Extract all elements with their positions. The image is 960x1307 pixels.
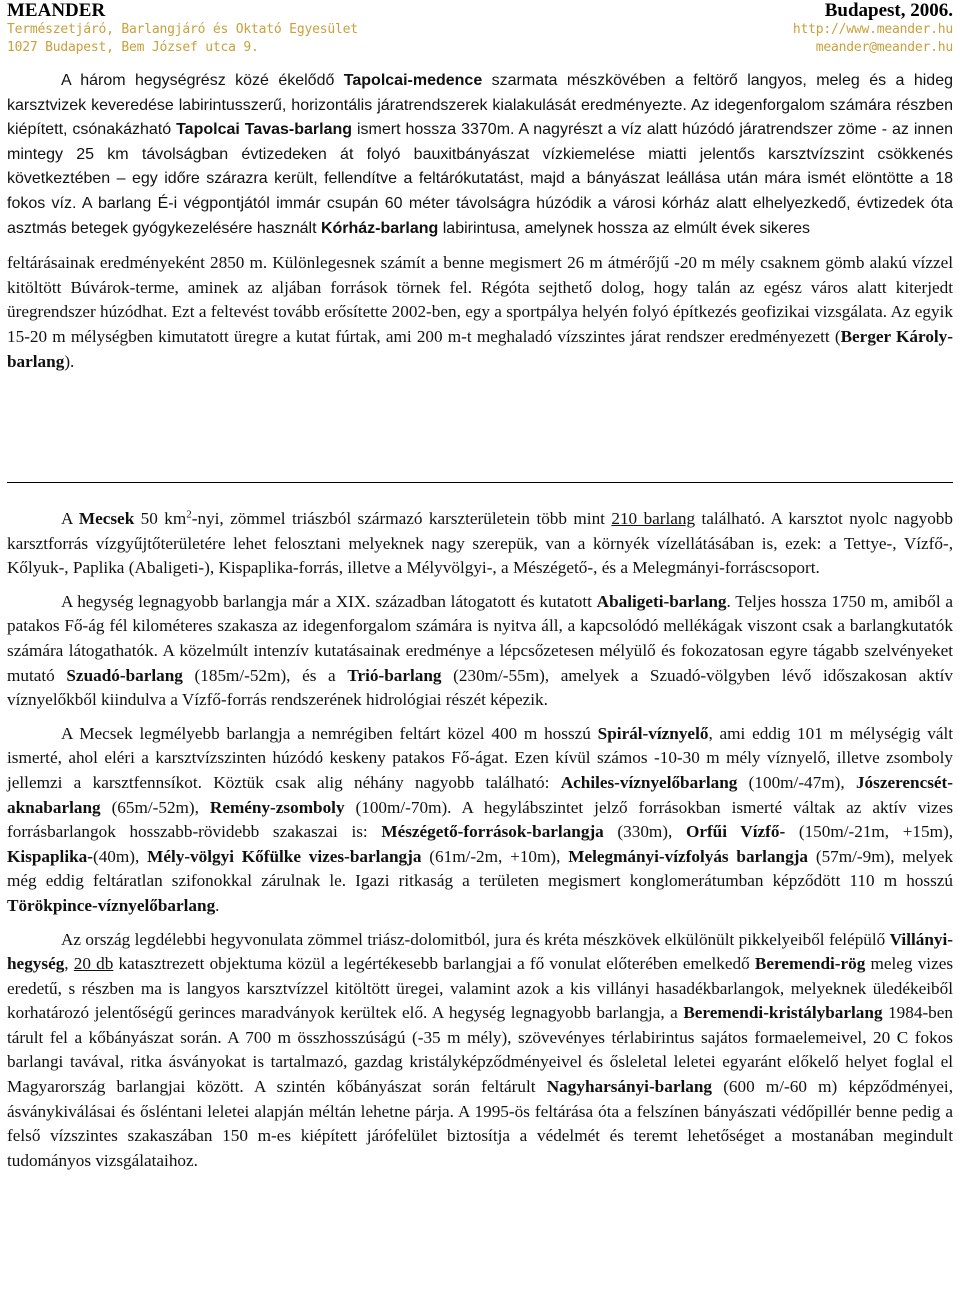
term: Achiles-víznyelőbarlang — [560, 772, 738, 792]
mecsek-villany-section — [7, 507, 953, 1173]
paragraph-spiral-viznyelo — [7, 722, 953, 919]
org-address: 1027 Budapest, Bem József utca 9. — [7, 39, 259, 55]
text: , — [64, 954, 74, 974]
website-link[interactable]: http://www.meander.hu — [792, 22, 953, 37]
text: (40m), — [92, 846, 148, 866]
term-korhaz-barlang: Kórház-barlang — [320, 219, 439, 237]
term-villanyi-hegyseg: Villányi-hegység — [7, 929, 953, 974]
superscript: 2 — [186, 508, 192, 521]
text: (61m/-2m, +10m), — [421, 846, 569, 866]
text: található. A karsztot nyolc nagyobb karsztforrás vízgyűjtőterületére lehet felosztani melyeknek nagy szerepük, van a környék vízellátásában is, ezek: a Tettye-, Vízfő-, Kőlyuk-, Paplika (Abaligeti-), Kispaplika-forrás, illetve a Mélyvölgyi-, a Mészégető-, és a Melegmányi-forráscsoport. — [7, 509, 953, 578]
text: ismert hossza 3370m. A nagyrészt a víz alatt húzódó járatrendszer zöme - az innen mintegy 25 km távolságban évtizedeken át folyó bauxitbányászat vízkiemelése miatti jelentős karsztvízszint csökkenés következtében – egy időre szárazra került, fellendítve a feltárókutatást, majd a bányászat leállása után mára ismét elöntötte a 18 fokos víz. A barlang É-i végpontjától immár csupán 60 méter távolságra húzódik a városi kórház alatt elhelyezkedő, évtizedek óta asztmás betegek gyógykezelésére használt — [7, 121, 953, 237]
term: Törökpince-víznyelőbarlang — [7, 895, 216, 915]
text: (100m/-70m). A hegylábszintet jelző forrásokban ismerté váltak az aktív vizes forrásbarlangok hosszabb-rövidebb szakaszai is: — [7, 797, 954, 842]
text: . — [215, 895, 220, 915]
underlined-count: 20 db — [73, 954, 114, 974]
tapolca-section — [7, 69, 953, 374]
letterhead-left — [7, 0, 358, 56]
term: Orfűi Vízfő- — [685, 822, 786, 842]
text: meleg vizes eredetű, s részben ma is langyos karsztvízzel kitöltött üregei, valamint azok a kis villányi hasadékbarlangok, melyeknek üledékeiből korhatározó jelentőségű gerinces maradványok kerültek elő. A hegység legnagyobb barlangja, a — [7, 954, 954, 1023]
paragraph-abaliget — [7, 590, 953, 713]
text: . Teljes hossza 1750 m, amiből a patakos Fő-ág fél kilométeres szakasza az idegenforgalom számára is nyitva áll, a kapcsolódó mellékágak viszont csak a barlangkutatók számára látogathatók. A közelmúlt intenzív kutatásainak eredménye a lépcsőzetesen mélyülő és fokozatosan egyre tágabb szelvényeket mutató — [7, 591, 954, 685]
term: Spirál-víznyelő — [597, 723, 709, 743]
text: A három hegységrész közé ékelődő — [61, 72, 344, 89]
text: A hegység legnagyobb barlangja már a XIX. században látogatott és kutatott — [61, 591, 597, 611]
letterhead — [7, 0, 953, 60]
org-name: MEANDER — [7, 0, 106, 21]
text: 1984-ben tárult fel a kőbányászat során. A 700 m összhosszúságú (-35 m mély), szövevényes térlabirintus sajátos formaelemeivel, 20 C fokos barlangi tavával, ritka ásványokat is tartalmazó, gazdag kristályképződményeivel és ősleletal leletei egyaránt előkelő helyet foglal el Magyarország barlangjai között. A szintén kőbányászat során feltárult — [7, 1003, 953, 1097]
text: Az ország legdélebbi hegyvonulata zömmel triász-dolomitból, jura és kréta mészkövek elkülönült pikkelyeiből felépülő — [61, 929, 890, 949]
text: feltárásainak eredményeként 2850 m. Különlegesnek számít a benne megismert 26 m átmérőjű -20 m mély csaknem gömb alakú vízzel kitöltött Búvárok-terme, aminek az aljában források törnek fel. Régóta sejthető dolog, hogy talán az egész város alatt kiterjedt üregrendszer húzódhat. Ezt a feltevést tovább erősítette 2002-ben, egy a sportpálya helyén folyó építkezés geofizikai vizsgálata. Az egyik 15-20 m mélységben kimutatott üregre a kutat fúrtak, ami 200 m-t meghaladó vízszintes járat rendszer eredményezett ( — [7, 253, 953, 346]
text: (150m/-21m, +15m), — [785, 822, 953, 842]
org-subtitle: Természetjáró, Barlangjáró és Oktató Egyesület — [7, 22, 358, 37]
text: ). — [64, 351, 75, 371]
text: A — [61, 509, 79, 528]
term: Melegmányi-vízfolyás barlangja — [568, 846, 809, 866]
text: (100m/-47m), — [737, 772, 856, 792]
term-trio-barlang: Trió-barlang — [347, 665, 442, 685]
term-berger-karoly-barlang: Berger Károly-barlang — [7, 326, 954, 371]
term-szuado-barlang: Szuadó-barlang — [66, 665, 183, 685]
term: Mészégető-források-barlangja — [381, 822, 604, 842]
text: (57m/-9m), melyek még eddig feltáratlan szifonokkal zárulnak le. Igazi ritkaság a területen megismert konglomerátumban képződött 110 m hosszú — [7, 846, 954, 891]
term-abaligeti-barlang: Abaligeti-barlang — [596, 591, 727, 611]
text: (185m/-52m), és a — [182, 665, 348, 685]
text: , ami eddig 101 m mélységig vált ismerté, ahol eléri a karsztvízszinten húzódó keskeny patakos Fő-ágat. Ezen kívül számos -10-30 m mély víznyelő, illetve zsomboly jellemzi a karsztfennsíkot. Köztük csak alig néhány nagyobb található: — [7, 723, 953, 792]
text: 50 km — [134, 509, 187, 528]
term: Mély-völgyi Kőfülke vizes-barlangja — [147, 846, 422, 866]
text: labirintusa, amelynek hossza az elmúlt évek sikeres — [438, 219, 811, 237]
term: Jószerencsét-aknabarlang — [7, 772, 953, 817]
term-tapolcai-medence: Tapolcai-medence — [343, 72, 483, 89]
email-link[interactable]: meander@meander.hu — [815, 39, 953, 55]
text: (230m/-55m), amelyek a Szuadó-völgyben lévő időszakosan aktív víznyelőkből kiindulva a Vízfő-forrás rendszerének hidrológiai részét képezik. — [7, 665, 953, 710]
paragraph-tapolca — [7, 69, 953, 241]
term-beremendi-kristalybarlang: Beremendi-kristálybarlang — [683, 1003, 883, 1023]
text: -nyi, zömmel triászból származó karszterületein több mint — [191, 509, 612, 528]
underlined-count: 210 barlang — [611, 509, 696, 528]
text: szarmata mészkövében a feltörő langyos, meleg és a hideg karsztvizek keveredése labirintusszerű, horizontális járatrendszerek kialakulását eredményezte. Az idegenforgalom számára részben kiépített, csónakázható — [7, 72, 953, 139]
text: (600 m/-60 m) képződményei, ásványkiválásai és ősléntani leletei alapján méltán lehetne párja. A 1995-ös feltárása óta a felszínen bányászati védőpillér benne pedig a felső vízszintes szakaszában 150 m-es kiépített járófelület biztosítja a védelmét és teremt lehetőséget a mostanában megindult tudományos vizsgálataihoz. — [7, 1077, 954, 1170]
text: katasztrezett objektuma közül a legértékesebb barlangjai a fő vonulat előterében emelkedő — [113, 954, 755, 974]
term-mecsek: Mecsek — [78, 509, 135, 528]
term-nagyharsanyi-barlang: Nagyharsányi-barlang — [546, 1077, 712, 1097]
term: Remény-zsomboly — [209, 797, 345, 817]
paragraph-villany — [7, 928, 953, 1174]
term-beremendi-rog: Beremendi-rög — [754, 954, 866, 974]
text: A Mecsek legmélyebb barlangja a nemrégiben feltárt közel 400 m hosszú — [61, 723, 598, 743]
text: (330m), — [603, 822, 686, 842]
paragraph-korhaz-barlang — [7, 251, 953, 374]
place-date: Budapest, 2006. — [824, 0, 953, 21]
text: (65m/-52m), — [100, 797, 210, 817]
section-divider — [7, 482, 953, 483]
letterhead-right — [793, 0, 953, 56]
paragraph-mecsek — [7, 507, 953, 581]
term-tavas-barlang: Tapolcai Tavas-barlang — [176, 121, 353, 139]
term: Kispaplika- — [7, 846, 93, 866]
